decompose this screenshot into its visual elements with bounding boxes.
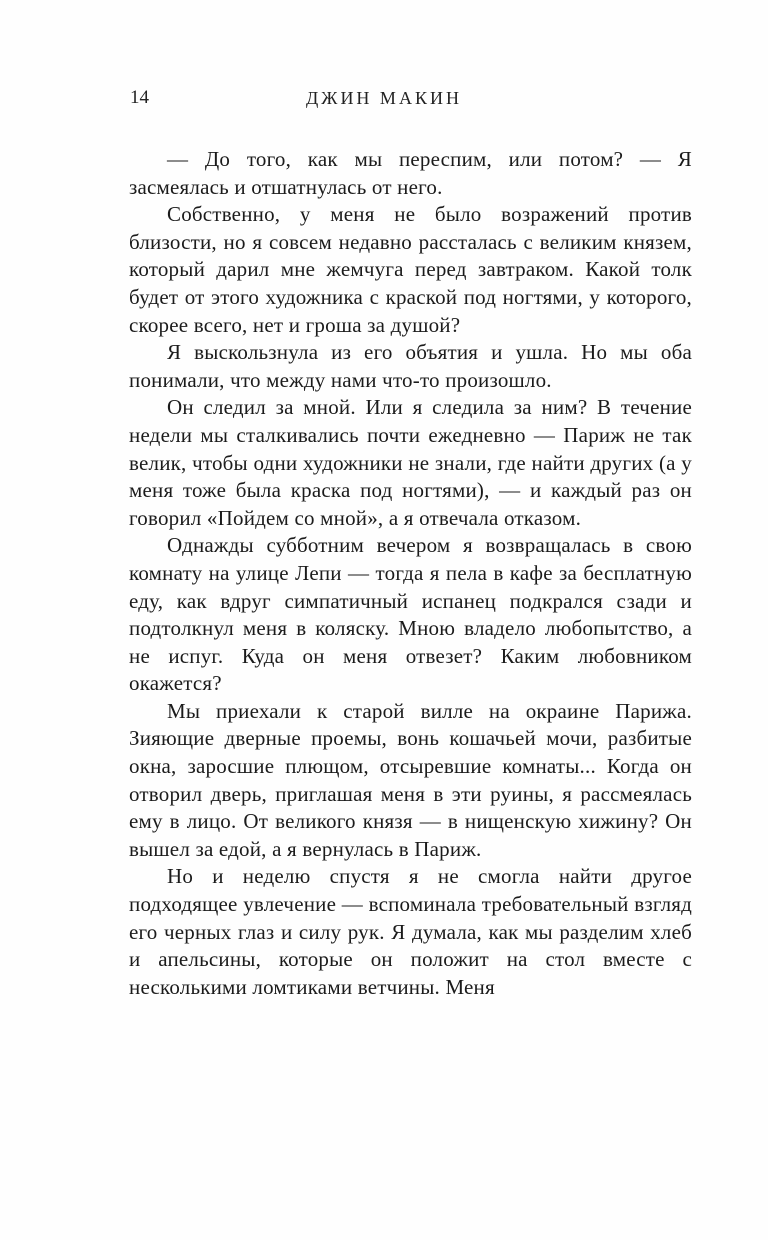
running-title: ДЖИН МАКИН — [306, 88, 462, 108]
page-number: 14 — [130, 87, 149, 108]
paragraph: Однажды субботним вечером я возвращалась в свою комнату на улице Лепи — тогда я пела в кафе за бесплатную еду, как вдруг симпатичный испанец подкрался сзади и подтолкнул меня в коляску. Мною владело любопытство, а не испуг. Куда он меня отвезет? Каким любовником окажется? — [129, 533, 692, 696]
page-header — [0, 86, 768, 112]
text-block — [129, 146, 692, 1001]
paragraph: Но и неделю спустя я не смогла найти другое подходящее увлечение — вспоминала требовательный взгляд его черных глаз и силу рук. Я думала, как мы разделим хлеб и апельсины, которые он положит на стол вместе с несколькими ломтиками ветчины. Меня — [129, 864, 692, 999]
paragraph: Он следил за мной. Или я следила за ним? В течение недели мы сталкивались почти ежедневно — Париж не так велик, чтобы одни художники не знали, где найти других (а у меня тоже была краска под ногтями), — и каждый раз он говорил «Пойдем со мной», а я отвечала отказом. — [129, 395, 692, 530]
paragraph: Я выскользнула из его объятия и ушла. Но мы оба понимали, что между нами что-то произошло. — [129, 340, 692, 392]
paragraph: Собственно, у меня не было возражений против близости, но я совсем недавно рассталась с великим князем, который дарил мне жемчуга перед завтраком. Какой толк будет от этого художника с краской под ногтями, у которого, скорее всего, нет и гроша за душой? — [129, 202, 692, 337]
paragraph: Мы приехали к старой вилле на окраине Парижа. Зияющие дверные проемы, вонь кошачьей мочи, разбитые окна, заросшие плющом, отсыревшие комнаты... Когда он отворил дверь, приглашая меня в эти руины, я рассмеялась ему в лицо. От великого князя — в нищенскую хижину? Он вышел за едой, а я вернулась в Париж. — [129, 698, 692, 861]
paragraph: — До того, как мы переспим, или потом? — Я засмеялась и отшатнулась от него. — [129, 147, 692, 199]
